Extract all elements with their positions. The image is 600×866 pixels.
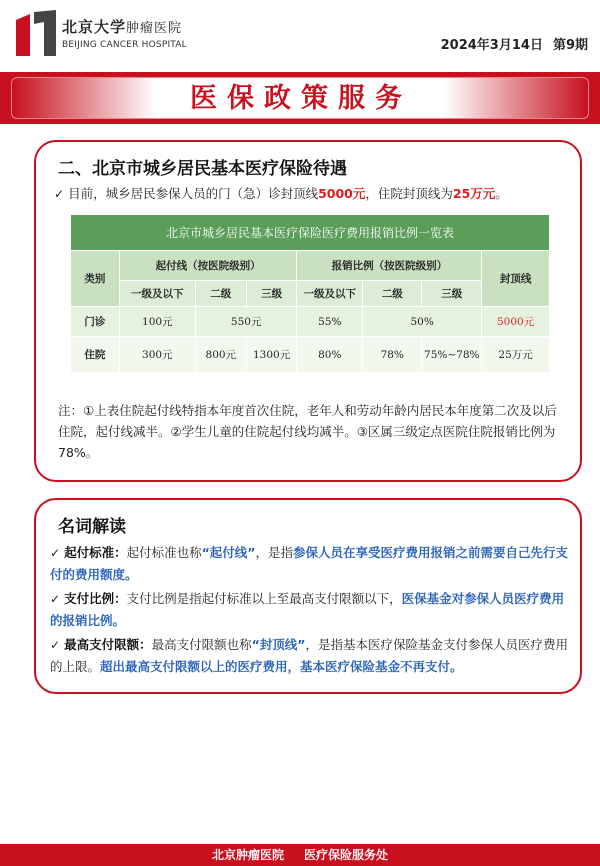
cell-cap: 25万元 [482, 337, 550, 373]
term-payment-cap: ✓ 最高支付限额：最高支付限额也称“封顶线”，是指基本医疗保险基金支付参保人员医疗费用的上限。超出最高支付限额以上的医疗费用，基本医疗保险基金不再支付。 [50, 637, 569, 674]
cell-start-l1: 300元 [119, 337, 195, 373]
col-group-start-line: 起付线（按医院级别） [119, 251, 297, 281]
term-highlight: 参保人员在享受医疗费用报销之前需要自己先行支付的费用额度。 [50, 545, 569, 582]
row-label: 住院 [71, 337, 120, 373]
issue-date: 2024年3月14日 [440, 38, 543, 53]
section-glossary [34, 498, 582, 694]
sub-reimb-level1: 一级及以下 [297, 281, 363, 307]
term-highlight: 超出最高支付限额以上的医疗费用，基本医疗保险基金不再支付。 [100, 659, 463, 674]
section-insurance-benefits [34, 140, 582, 482]
section-title: 名词解读 [58, 517, 126, 537]
reimbursement-table [70, 214, 550, 373]
check-icon: ✓ [50, 546, 61, 560]
banner-frame [11, 77, 589, 119]
table-row-outpatient [71, 307, 550, 337]
sub-reimb-level2: 二级 [363, 281, 422, 307]
issue-info [431, 34, 588, 53]
sub-level1: 一级及以下 [119, 281, 195, 307]
page-header [0, 0, 600, 72]
row-label: 门诊 [71, 307, 120, 337]
sub-reimb-level3: 三级 [422, 281, 482, 307]
col-category: 类别 [71, 251, 120, 307]
section-title: 二、北京市城乡居民基本医疗保险待遇 [58, 159, 347, 179]
term-name: 最高支付限额： [64, 637, 152, 652]
term-name: 起付标准： [64, 545, 127, 560]
table-caption: 北京市城乡居民基本医疗保险医疗费用报销比例一览表 [71, 215, 550, 251]
intro-text: ✓ 目前，城乡居民参保人员的门（急）诊封顶线5000元，住院封顶线为25万元。 [54, 186, 508, 201]
sub-level3: 三级 [246, 281, 297, 307]
cell-start-l2: 800元 [195, 337, 246, 373]
inpatient-cap-amount: 25万元 [452, 186, 496, 201]
term-name: 支付比例： [64, 591, 127, 606]
cell-reimb-l2: 78% [363, 337, 422, 373]
footer-hospital: 北京肿瘤医院 [211, 848, 284, 862]
footer-department: 医疗保险服务处 [304, 848, 389, 862]
cell-start-l3: 1300元 [246, 337, 297, 373]
cell-start-l23: 550元 [195, 307, 297, 337]
cell-reimb-l1: 80% [297, 337, 363, 373]
term-payment-ratio: ✓ 支付比例：支付比例是指起付标准以上至最高支付限额以下，医保基金对参保人员医疗费用的报销比例。 [50, 591, 565, 628]
hospital-name-en: BEIJING CANCER HOSPITAL [62, 40, 187, 50]
col-group-reimbursement: 报销比例（按医院级别） [297, 251, 482, 281]
col-cap-line: 封顶线 [482, 251, 550, 307]
hospital-name-cn: 北京大学肿瘤医院 [62, 18, 183, 36]
banner-title: 医保政策服务 [190, 83, 412, 114]
table-note: 注：①上表住院起付线特指本年度首次住院，老年人和劳动年龄内居民本年度第二次及以后住院，起付线减半。②学生儿童的住院起付线均减半。③区属三级定点医院住院报销比例为78%。 [58, 403, 557, 460]
cell-cap: 5000元 [482, 307, 550, 337]
cell-start-l1: 100元 [119, 307, 195, 337]
cell-reimb-l23: 50% [363, 307, 482, 337]
check-icon: ✓ [50, 638, 61, 652]
outpatient-cap-amount: 5000元 [318, 186, 366, 201]
term-deductible: ✓ 起付标准：起付标准也称“起付线”，是指参保人员在享受医疗费用报销之前需要自己先行支付的费用额度。 [50, 545, 569, 582]
cell-reimb-l1: 55% [297, 307, 363, 337]
cell-reimb-l3: 75%~78% [422, 337, 482, 373]
page-footer [0, 844, 600, 866]
issue-number: 第9期 [552, 38, 588, 53]
term-highlight: 医保基金对参保人员医疗费用的报销比例。 [50, 591, 565, 628]
sub-level2: 二级 [195, 281, 246, 307]
hospital-logo-icon [16, 10, 56, 56]
check-icon: ✓ [50, 592, 61, 606]
table-row-inpatient [71, 337, 550, 373]
title-banner [0, 72, 600, 124]
check-icon: ✓ [54, 187, 65, 201]
